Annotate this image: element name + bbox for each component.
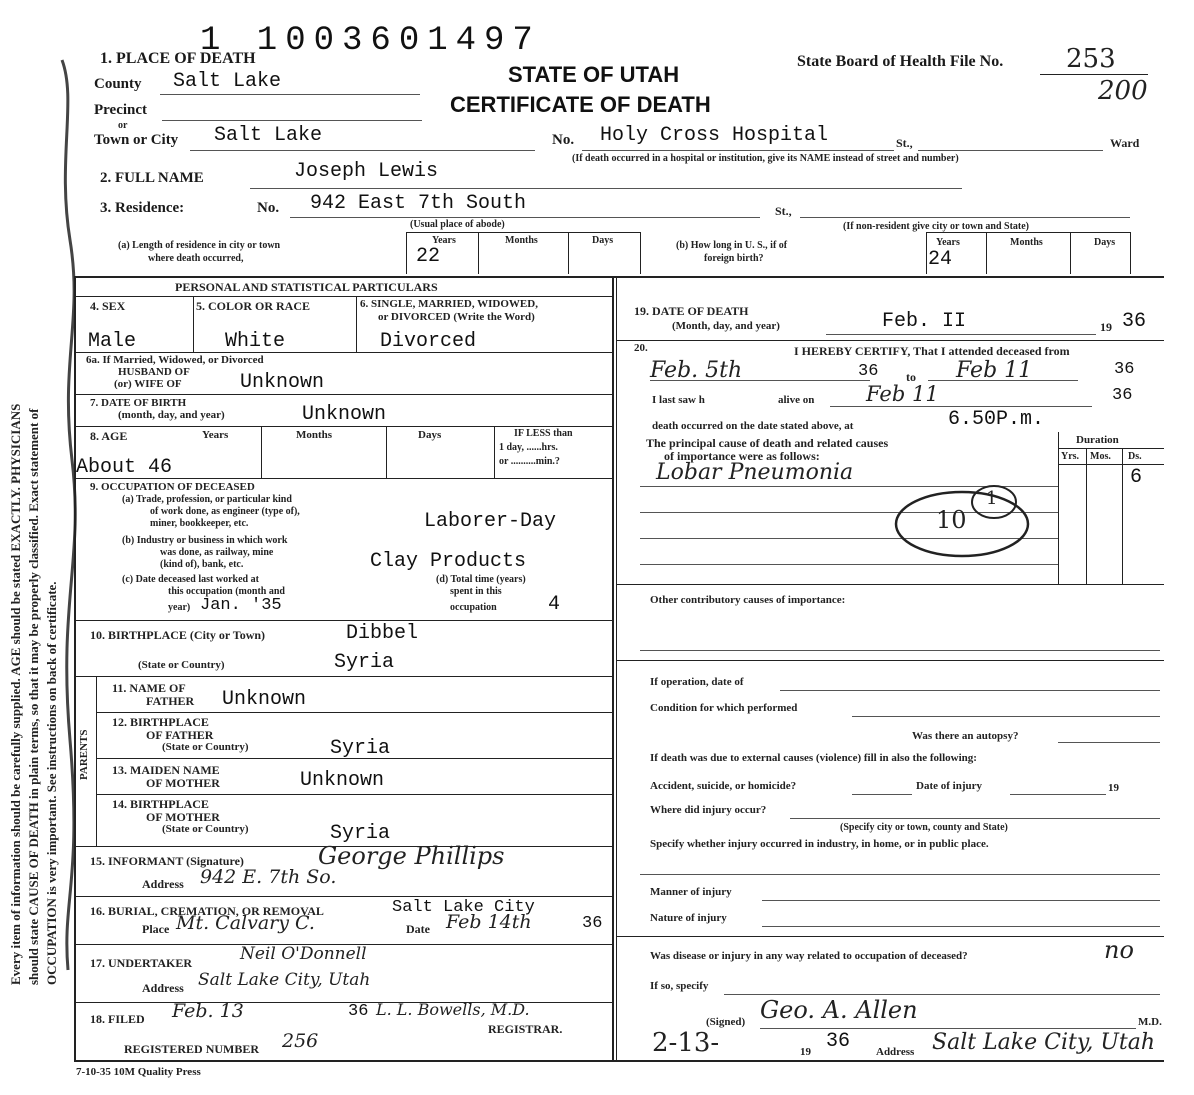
mother-bp-label-a: 14. BIRTHPLACE [112, 797, 209, 811]
signed-date-value: 2-13- [652, 1028, 720, 1058]
to-label: to [906, 370, 916, 384]
doctor-address-value: Salt Lake City, Utah [932, 1030, 1155, 1055]
us-days-label: Days [1094, 237, 1116, 248]
nonresident-note: (If non-resident give city or town and State) [843, 221, 1030, 232]
cause-label-a: The principal cause of death and related causes [646, 436, 889, 450]
parents-side-label: PARENTS [78, 729, 90, 780]
precinct-label: Precinct [94, 102, 148, 118]
operation-label: If operation, date of [650, 676, 744, 688]
duration-label: Duration [1076, 434, 1119, 446]
occ-a-line3: miner, bookkeeper, etc. [150, 518, 249, 529]
occupation-heading: 9. OCCUPATION OF DECEASED [90, 481, 255, 493]
signed-year-value: 36 [826, 1030, 851, 1053]
full-name-label: 2. FULL NAME [100, 170, 204, 186]
age-day-label: 1 day, ......hrs. [499, 442, 558, 453]
father-label-a: 11. NAME OF [112, 681, 186, 695]
birthplace-state-label: (State or Country) [138, 659, 225, 671]
file-number-label: State Board of Health File No. [797, 53, 1004, 70]
injury-date-label: Date of injury [916, 780, 982, 792]
spouse-label-b: HUSBAND OF [118, 366, 190, 378]
attended-to-value: Feb 11 [956, 358, 1033, 383]
filed-label: 18. FILED [90, 1012, 145, 1026]
certificate-title: CERTIFICATE OF DEATH [450, 92, 711, 117]
mother-label-b: OF MOTHER [146, 776, 220, 790]
margin-instruction-3: OCCUPATION is very important. See instructions on back of certificate. [44, 581, 59, 985]
sex-label: 4. SEX [90, 299, 126, 313]
file-number: 253 [1066, 44, 1116, 74]
related-occupation-value: no [1104, 936, 1134, 964]
dod-year-value: 36 [1122, 310, 1147, 333]
dob-label-a: 7. DATE OF BIRTH [90, 397, 187, 409]
age-label: 8. AGE [90, 429, 128, 443]
length-years-value: 22 [416, 245, 441, 268]
marital-label-b: or DIVORCED (Write the Word) [378, 311, 535, 323]
margin-instruction-1: Every item of information should be carefully supplied. AGE should be stated EXACTLY. PHYSICIANS [8, 403, 23, 985]
last-saw-value: Feb 11 [866, 382, 939, 406]
total-time-line1: (d) Total time (years) [436, 574, 526, 585]
sex-value: Male [88, 330, 137, 353]
undertaker-address-label: Address [142, 981, 184, 995]
mother-bp-label-c: (State or Country) [162, 823, 249, 835]
occ-c-line3: year) [168, 602, 191, 613]
attended-to-year: 36 [1114, 360, 1135, 379]
occ-b-line2: was done, as railway, mine [160, 547, 274, 558]
ward-label: Ward [1110, 136, 1140, 150]
full-name-value: Joseph Lewis [294, 160, 439, 183]
autopsy-label: Was there an autopsy? [912, 730, 1019, 742]
certificate-number: 1 1003601497 [200, 22, 541, 60]
hospital-note: (If death occurred in a hospital or institution, give its NAME instead of street and number) [572, 153, 959, 164]
us-months-label: Months [1010, 237, 1043, 248]
residence-value: 942 East 7th South [310, 192, 527, 215]
registrar-signature: L. L. Bowells, M.D. [376, 1000, 530, 1019]
length-days-label: Days [592, 235, 614, 246]
mother-bp-label-b: OF MOTHER [146, 810, 220, 824]
dob-label-b: (month, day, and year) [118, 409, 225, 421]
dod-label-b: (Month, day, and year) [672, 320, 780, 332]
or-label: or [118, 120, 128, 131]
related-occupation-label: Was disease or injury in any way related to occupation of deceased? [650, 950, 968, 962]
registrar-label: REGISTRAR. [488, 1022, 563, 1036]
where-injury-label: Where did injury occur? [650, 804, 767, 816]
age-less-label: IF LESS than [514, 428, 573, 439]
certify-text: I HEREBY CERTIFY, That I attended deceased from [794, 344, 1070, 358]
print-info: 7-10-35 10M Quality Press [76, 1066, 201, 1078]
condition-label: Condition for which performed [650, 702, 798, 714]
accident-label: Accident, suicide, or homicide? [650, 780, 797, 792]
father-bp-label-b: OF FATHER [146, 728, 214, 742]
birthplace-label: 10. BIRTHPLACE (City or Town) [90, 628, 266, 642]
age-days-label: Days [418, 429, 442, 441]
occupation-value: Laborer-Day [424, 510, 557, 533]
birthplace-country-value: Syria [334, 651, 395, 674]
burial-date-label: Date [406, 922, 430, 936]
duration-days-label: Ds. [1128, 451, 1142, 462]
burial-label: 16. BURIAL, CREMATION, OR REMOVAL [90, 904, 324, 918]
occ-c-line2: this occupation (month and [168, 586, 285, 597]
town-value: Salt Lake [214, 124, 323, 147]
dod-year-prefix: 19 [1100, 320, 1112, 334]
industry-value: Clay Products [370, 550, 527, 573]
mother-label-a: 13. MAIDEN NAME [112, 763, 220, 777]
attended-from-value: Feb. 5th [650, 358, 743, 383]
father-bp-label-c: (State or Country) [162, 741, 249, 753]
length-years-label: Years [432, 235, 456, 246]
spouse-value: Unknown [240, 371, 325, 394]
informant-label: 15. INFORMANT (Signature) [90, 854, 244, 868]
personal-heading: PERSONAL AND STATISTICAL PARTICULARS [175, 280, 438, 294]
place-of-death-heading: 1. PLACE OF DEATH [100, 50, 256, 67]
color-label: 5. COLOR OR RACE [196, 299, 311, 313]
margin-signature-scribble [52, 40, 82, 990]
father-bp-label-a: 12. BIRTHPLACE [112, 715, 209, 729]
us-years-value: 24 [928, 248, 953, 271]
time-of-death-value: 6.50P.m. [948, 408, 1045, 431]
certify-number: 20. [634, 342, 648, 354]
mother-birthplace-value: Syria [330, 822, 391, 845]
external-causes-label: If death was due to external causes (violence) fill in also the following: [650, 752, 977, 764]
last-saw-label: I last saw h [652, 394, 705, 406]
dod-label-a: 19. DATE OF DEATH [634, 304, 749, 318]
undertaker-value: Neil O'Donnell [240, 944, 367, 964]
filed-year-value: 36 [348, 1002, 369, 1021]
alive-on-label: alive on [778, 394, 815, 406]
md-label: M.D. [1138, 1016, 1162, 1028]
state-title: STATE OF UTAH [508, 62, 680, 87]
age-years-label: Years [202, 429, 229, 441]
color-value: White [225, 330, 286, 353]
informant-address-value: 942 E. 7th So. [200, 866, 337, 888]
registered-number-label: REGISTERED NUMBER [124, 1042, 260, 1056]
spouse-label-c: (or) WIFE OF [114, 378, 182, 390]
residence-label: 3. Residence: [100, 200, 185, 216]
occ-b-line3: (kind of), bank, etc. [160, 559, 244, 570]
physician-signature: Geo. A. Allen [760, 996, 918, 1024]
last-worked-value: Jan. '35 [200, 596, 282, 615]
occ-a-line1: (a) Trade, profession, or particular kind [122, 494, 292, 505]
us-years-label: Years [936, 237, 960, 248]
total-time-line2: spent in this [450, 586, 502, 597]
age-min-label: or ..........min.? [499, 456, 560, 467]
registered-number-value: 256 [282, 1030, 319, 1052]
county-value: Salt Lake [173, 70, 282, 93]
marital-value: Divorced [380, 330, 477, 353]
occ-a-line2: of work done, as engineer (type of), [150, 506, 300, 517]
total-time-line3: occupation [450, 602, 497, 613]
mother-value: Unknown [300, 769, 385, 792]
burial-date-value: Feb 14th [446, 911, 532, 933]
nature-label: Nature of injury [650, 912, 727, 924]
undertaker-address-value: Salt Lake City, Utah [198, 970, 371, 990]
residence-st-label: St., [775, 204, 792, 218]
death-occurred-label: death occurred on the date stated above, at [652, 420, 854, 432]
if-so-label: If so, specify [650, 980, 709, 992]
burial-place-value: Mt. Calvary C. [176, 912, 315, 934]
file-number-secondary: 200 [1098, 76, 1148, 106]
informant-address-label: Address [142, 877, 184, 891]
total-time-value: 4 [548, 593, 561, 616]
street-label: St., [896, 136, 913, 150]
injury-year-prefix: 19 [1108, 782, 1119, 794]
father-birthplace-value: Syria [330, 737, 391, 760]
doctor-address-label: Address [876, 1046, 915, 1058]
usual-abode-note: (Usual place of abode) [410, 219, 505, 230]
other-causes-label: Other contributory causes of importance: [650, 594, 846, 606]
duration-years-label: Yrs. [1061, 451, 1080, 462]
cause-label-b: of importance were as follows: [664, 449, 820, 463]
manner-label: Manner of injury [650, 886, 732, 898]
filed-date-value: Feb. 13 [172, 1000, 244, 1022]
informant-signature: George Phillips [318, 842, 505, 870]
marital-label-a: 6. SINGLE, MARRIED, WIDOWED, [360, 298, 538, 310]
cause-code-value: 10 [936, 506, 967, 534]
undertaker-label: 17. UNDERTAKER [90, 956, 193, 970]
duration-days-value: 6 [1130, 466, 1143, 489]
residence-no-label: No. [257, 200, 280, 216]
specify-city-note: (Specify city or town, county and State) [840, 822, 1008, 833]
cause-of-death-value: Lobar Pneumonia [656, 460, 854, 485]
dob-value: Unknown [302, 403, 387, 426]
last-saw-year: 36 [1112, 386, 1133, 405]
age-value: About 46 [76, 456, 173, 479]
burial-place-label: Place [142, 922, 170, 936]
attended-from-year: 36 [858, 362, 879, 381]
father-value: Unknown [222, 688, 307, 711]
father-label-b: FATHER [146, 694, 195, 708]
date-of-death-value: Feb. II [882, 310, 967, 333]
occ-b-line1: (b) Industry or business in which work [122, 535, 288, 546]
cause-code-secondary: 1 [986, 488, 998, 509]
burial-city-value: Salt Lake City [392, 898, 535, 917]
margin-instruction-2: should state CAUSE OF DEATH in plain terms, so that it may be properly classified. Exact statement of [26, 408, 41, 985]
length-residence-label-b: where death occurred, [148, 253, 244, 264]
burial-year-value: 36 [582, 914, 603, 933]
birthplace-city-value: Dibbel [346, 622, 419, 645]
length-months-label: Months [505, 235, 538, 246]
age-months-label: Months [296, 429, 333, 441]
town-label: Town or City [94, 132, 179, 148]
specify-place-label: Specify whether injury occurred in industry, in home, or in public place. [650, 838, 989, 850]
occ-c-line1: (c) Date deceased last worked at [122, 574, 259, 585]
length-residence-label-a: (a) Length of residence in city or town [118, 240, 281, 251]
signed-label: (Signed) [706, 1016, 746, 1028]
us-length-label-b: foreign birth? [704, 253, 764, 264]
us-length-label-a: (b) How long in U. S., if of [676, 240, 788, 251]
hospital-value: Holy Cross Hospital [600, 124, 829, 147]
duration-months-label: Mos. [1090, 451, 1111, 462]
county-label: County [94, 76, 142, 92]
spouse-label-a: 6a. If Married, Widowed, or Divorced [86, 354, 264, 366]
signed-year-prefix: 19 [800, 1046, 811, 1058]
hospital-no-label: No. [552, 132, 575, 148]
